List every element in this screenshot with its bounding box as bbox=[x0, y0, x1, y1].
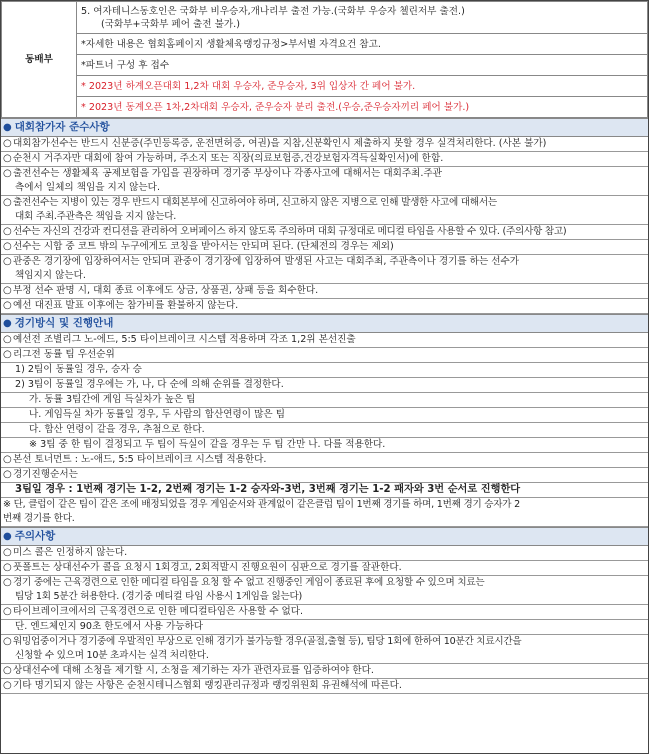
list-item-line bbox=[3, 468, 646, 482]
list-item-line bbox=[3, 348, 646, 362]
list-item-line bbox=[15, 483, 646, 497]
list-item-line bbox=[3, 152, 646, 166]
list-item bbox=[1, 408, 648, 423]
list-item bbox=[1, 225, 648, 240]
list-item-text: 선수는 자신의 건강과 컨디션을 관리하여 오버페이스 하지 않도록 주의하며 대회 규정대로 메디컬 타임을 사용할 수 있다. (주의사항 참고) bbox=[13, 226, 567, 237]
list-item-line bbox=[3, 225, 646, 239]
division-note-row: *파트너 구성 후 접수 bbox=[77, 55, 648, 76]
list-item-text: 책임지지 않는다. bbox=[15, 270, 86, 281]
circle-icon: ○ bbox=[3, 665, 12, 676]
circle-icon: ○ bbox=[3, 577, 12, 588]
list-item bbox=[1, 483, 648, 498]
list-item-line bbox=[15, 363, 646, 377]
circle-icon: ○ bbox=[3, 334, 12, 345]
list-item-text: 순천시 거주자만 대회에 참여 가능하며, 주소지 또는 직장(의료보험증,건강보험자격득실확인서)에 한함. bbox=[13, 153, 444, 164]
list-item-line bbox=[3, 240, 646, 254]
section-header bbox=[1, 118, 648, 137]
list-item-line bbox=[3, 453, 646, 467]
circle-icon: ○ bbox=[3, 300, 12, 311]
list-item-text: 출전선수는 생활체육 공제보험을 가입을 권장하며 경기중 부상이나 각종사고에 대해서는 대회주최.주관 bbox=[13, 168, 442, 179]
list-item bbox=[1, 438, 648, 453]
circle-icon: ○ bbox=[3, 636, 12, 647]
section-title: 주의사항 bbox=[14, 530, 56, 542]
list-item-line bbox=[3, 498, 646, 512]
list-item bbox=[1, 423, 648, 438]
list-item-line bbox=[3, 635, 646, 649]
list-item bbox=[1, 299, 648, 314]
list-item-text: 상대선수에 대해 소청을 제기할 시, 소청을 제기하는 자가 관련자료를 입증하여야 한다. bbox=[13, 665, 374, 676]
circle-icon: ○ bbox=[3, 197, 12, 208]
list-item bbox=[1, 576, 648, 605]
division-label: 동배부 bbox=[2, 2, 77, 118]
list-item bbox=[1, 378, 648, 393]
list-item-line bbox=[3, 590, 646, 604]
list-item-text: 가. 동률 3팀간에 게임 득실차가 높은 팀 bbox=[29, 394, 196, 405]
circle-icon: ○ bbox=[3, 153, 12, 164]
list-item-text: 나. 게임득실 차가 동률일 경우, 두 사람의 합산연령이 많은 팀 bbox=[29, 409, 285, 420]
circle-icon: ○ bbox=[3, 168, 12, 179]
list-item-line bbox=[3, 561, 646, 575]
list-item-line bbox=[3, 333, 646, 347]
list-item bbox=[1, 635, 648, 664]
circle-icon: ○ bbox=[3, 562, 12, 573]
list-item-text: 예선 대진표 발표 이후에는 참가비를 환불하지 않는다. bbox=[13, 300, 239, 311]
list-item bbox=[1, 196, 648, 225]
list-item-line bbox=[29, 438, 646, 452]
section-title: 대회참가자 준수사항 bbox=[14, 121, 110, 133]
circle-icon: ○ bbox=[3, 454, 12, 465]
list-item-text: 출전선수는 지병이 있는 경우 반드시 대회본부에 신고하여야 하며, 신고하지 않은 지병으로 인해 발생한 사고에 대해서는 bbox=[13, 197, 497, 208]
list-item bbox=[1, 620, 648, 635]
circle-icon: ○ bbox=[3, 226, 12, 237]
division-rule-line1: 5. 여자테니스동호인은 국화부 비우승자,개나리부 출전 가능.(국화부 우승자 첼린저부 출전.) bbox=[81, 5, 465, 17]
list-item-text: 1) 2팀이 동률일 경우, 승자 승 bbox=[15, 364, 142, 375]
list-item-text: 워밍업중이거나 경기중에 우발적인 부상으로 인해 경기가 불가능할 경우(골절,출혈 등), 팀당 1회에 한하여 10분간 치료시간을 bbox=[13, 636, 522, 647]
list-item-text: 경기 중에는 근육경련으로 인한 메디컬 타임을 요청 할 수 없고 진행중인 게임이 종료된 후에 요청할 수 있으며 치료는 bbox=[13, 577, 485, 588]
list-item-line bbox=[3, 255, 646, 269]
list-item-text: 팀당 1회 5분간 허용한다. (경기중 메티컬 타임 사용시 1게임을 잃는다) bbox=[15, 591, 302, 602]
list-item bbox=[1, 468, 648, 483]
list-item-line bbox=[3, 284, 646, 298]
circle-icon: ○ bbox=[3, 241, 12, 252]
list-item-text: 선수는 시합 중 코트 밖의 누구에게도 코칭을 받아서는 안되며 된다. (단체전의 경우는 제외) bbox=[13, 241, 394, 252]
list-item-text: 측에서 일체의 책임을 지지 않는다. bbox=[15, 182, 160, 193]
list-item-line bbox=[3, 512, 646, 526]
list-item-text: 대회 주최.주관측은 책임을 지지 않는다. bbox=[15, 211, 177, 222]
list-item-line bbox=[3, 649, 646, 663]
list-item-text: 2) 3팀이 동률일 경우에는 가, 나, 다 순에 의해 순위를 결정한다. bbox=[15, 379, 284, 390]
list-item-line bbox=[15, 620, 646, 634]
list-item-line bbox=[3, 679, 646, 693]
list-item-text: 경기진행순서는 bbox=[13, 469, 78, 480]
list-item-text: 관중은 경기장에 입장하여서는 안되며 관중이 경기장에 입장하여 발생된 사고는 대회주최, 주관측이나 경기를 하는 선수가 bbox=[13, 256, 520, 267]
list-item bbox=[1, 167, 648, 196]
list-item-text: 기타 명기되지 않는 사항은 순천시테니스협회 랭킹관리규정과 랭킹위원회 유권해석에 따른다. bbox=[13, 680, 402, 691]
list-item-line bbox=[3, 546, 646, 560]
list-item-line bbox=[29, 423, 646, 437]
list-item bbox=[1, 605, 648, 620]
circle-icon: ○ bbox=[3, 349, 12, 360]
list-item bbox=[1, 255, 648, 284]
list-item-text: 리그전 동률 팀 우선순위 bbox=[13, 349, 115, 360]
list-item-line bbox=[3, 210, 646, 224]
list-item bbox=[1, 348, 648, 363]
circle-icon: ○ bbox=[3, 680, 12, 691]
list-item-line bbox=[3, 167, 646, 181]
list-item-text: 번째 경기를 한다. bbox=[3, 513, 75, 524]
list-item bbox=[1, 152, 648, 167]
circle-icon: ○ bbox=[3, 285, 12, 296]
list-item-text: 대회참가선수는 반드시 신분증(주민등록증, 운전면허증, 여권)을 지참,신분확인시 제출하지 못할 경우 실격처리한다. (사본 불가) bbox=[13, 138, 547, 149]
list-item bbox=[1, 137, 648, 152]
section-title: 경기방식 및 진행안내 bbox=[14, 317, 114, 329]
list-item bbox=[1, 561, 648, 576]
bullet-icon: ● bbox=[3, 318, 12, 329]
list-item-text: 부정 선수 판명 시, 대회 종료 이후에도 상금, 상품권, 상패 등을 회수한다. bbox=[13, 285, 319, 296]
circle-icon: ○ bbox=[3, 138, 12, 149]
list-item-line bbox=[3, 299, 646, 313]
list-item-line bbox=[3, 605, 646, 619]
division-rule-line2: (국화부+국화부 페어 출전 불가.) bbox=[101, 18, 240, 30]
list-item bbox=[1, 333, 648, 348]
bullet-icon: ● bbox=[3, 531, 12, 542]
section-header bbox=[1, 314, 648, 333]
circle-icon: ○ bbox=[3, 256, 12, 267]
list-item bbox=[1, 363, 648, 378]
list-item bbox=[1, 393, 648, 408]
division-warning-row: * 2023년 하계오픈대회 1,2차 대회 우승자, 준우승자, 3위 입상자 간 페어 불가. bbox=[77, 76, 648, 97]
list-item-text: 다. 합산 연령이 같을 경우, 추첨으로 한다. bbox=[29, 424, 205, 435]
list-item-text: 미스 콜은 인정하지 않는다. bbox=[13, 547, 128, 558]
circle-icon: ○ bbox=[3, 547, 12, 558]
list-item-line bbox=[3, 196, 646, 210]
list-item-text: ※ 단, 클럽이 같은 팀이 같은 조에 배정되었을 경우 게임순서와 관계없이 같은클럽 팀이 1번째 경기를 하며, 1번째 경기 승자가 2 bbox=[3, 499, 520, 510]
list-item-line bbox=[29, 408, 646, 422]
list-item-text: 본선 토너먼트 : 노-애드, 5:5 타이브레이크 시스템 적용한다. bbox=[13, 454, 267, 465]
bullet-icon: ● bbox=[3, 122, 12, 133]
division-rule-row bbox=[77, 2, 648, 34]
list-item bbox=[1, 284, 648, 299]
list-item bbox=[1, 240, 648, 255]
circle-icon: ○ bbox=[3, 606, 12, 617]
list-item-line bbox=[3, 576, 646, 590]
division-note-row: *자세한 내용은 협회홈페이지 생활체육랭킹규정>부서별 자격요건 참고. bbox=[77, 34, 648, 55]
list-item bbox=[1, 546, 648, 561]
section-header bbox=[1, 527, 648, 546]
list-item-text: ※ 3팀 중 한 팀이 결정되고 두 팀이 득실이 같을 경우는 두 팀 간만 나. 다를 적용한다. bbox=[29, 439, 386, 450]
division-table bbox=[1, 1, 648, 118]
list-item bbox=[1, 498, 648, 527]
list-item-line bbox=[3, 137, 646, 151]
list-item-line bbox=[3, 269, 646, 283]
list-item-text: 단. 엔드체인지 90초 한도에서 사용 가능하다 bbox=[15, 621, 204, 632]
list-item-line bbox=[29, 393, 646, 407]
list-item-text: 신청할 수 있으며 10분 초과시는 실격 처리한다. bbox=[15, 650, 209, 661]
list-item-text: 풋폴트는 상대선수가 콜을 요청시 1회경고, 2회적발시 진행요원이 심판으로 경기를 잘관한다. bbox=[13, 562, 402, 573]
circle-icon: ○ bbox=[3, 469, 12, 480]
division-warning-row: * 2023년 동계오픈 1차,2차대회 우승자, 준우승자 분리 출전.(우승,준우승자끼리 페어 불가.) bbox=[77, 97, 648, 118]
list-item bbox=[1, 453, 648, 468]
list-item-text: 예선전 조별리그 노-에드, 5:5 타이브레이크 시스템 적용하며 각조 1,2위 본선진출 bbox=[13, 334, 356, 345]
list-item-line bbox=[15, 378, 646, 392]
list-item bbox=[1, 679, 648, 694]
list-item-line bbox=[3, 664, 646, 678]
list-item-line bbox=[3, 181, 646, 195]
list-item-text: 타이브레이크에서의 근육경련으로 인한 메디컬타임은 사용할 수 없다. bbox=[13, 606, 304, 617]
sections-container bbox=[1, 118, 648, 694]
list-item-text: 3팀일 경우 : 1번째 경기는 1-2, 2번째 경기는 1-2 승자와-3번, 3번째 경기는 1-2 패자와 3번 순서로 진행한다 bbox=[15, 484, 521, 495]
list-item bbox=[1, 664, 648, 679]
